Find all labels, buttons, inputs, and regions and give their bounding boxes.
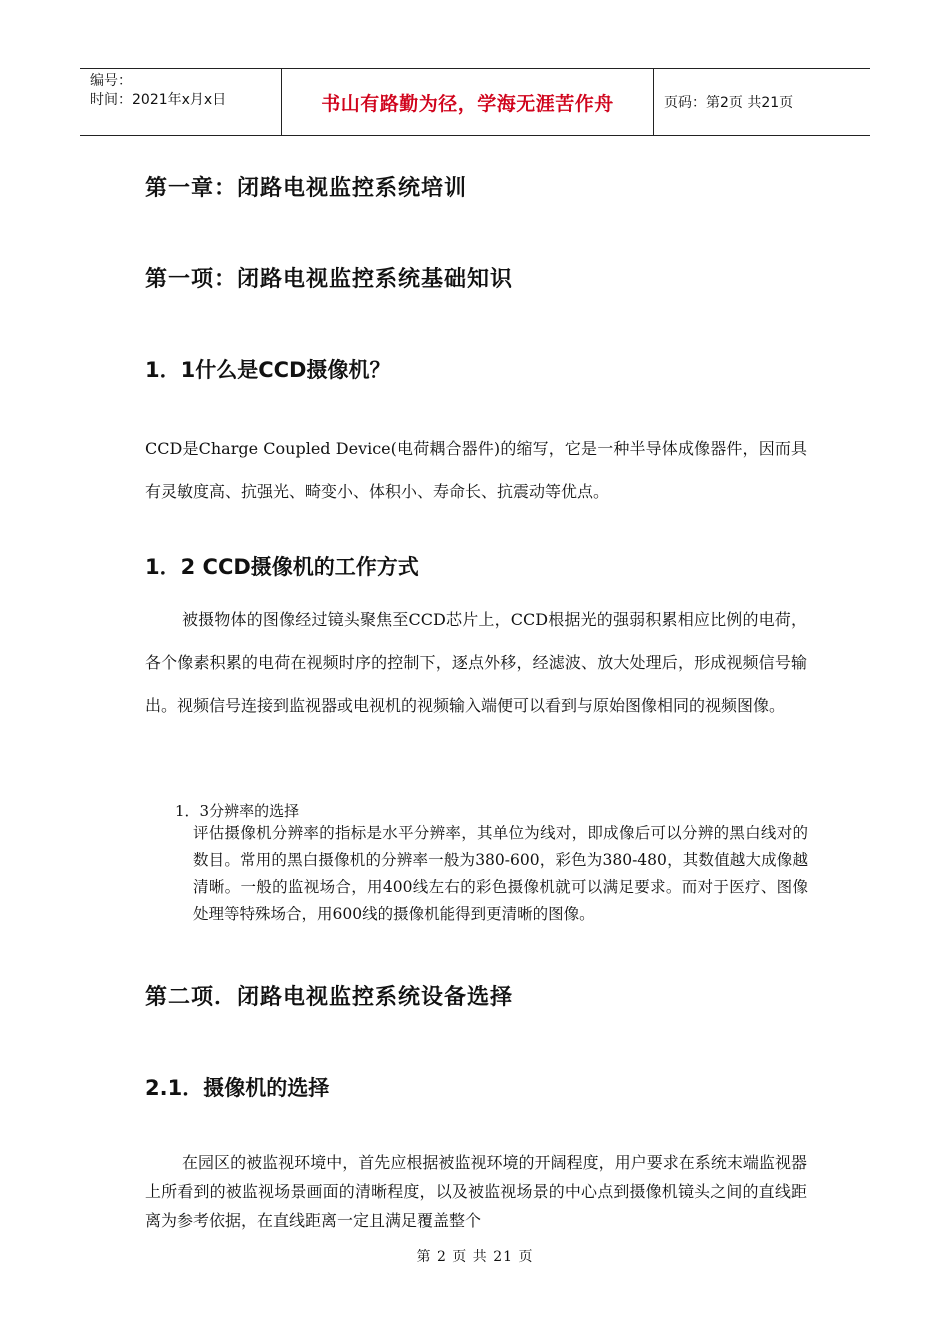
section2-title: 第二项．闭路电视监控系统设备选择 [145, 985, 514, 1010]
section1-title: 第一项：闭路电视监控系统基础知识 [145, 267, 514, 292]
section1-sub2-text: 被摄物体的图像经过镜头聚焦至CCD芯片上，CCD根据光的强弱积累相应比例的电荷，各个像素积累的电荷在视频时序的控制下，逐点外移，经滤波、放大处理后，形成视频信号输出。视频信号连接到监视器或电视机的视频输入端便可以看到与原始图像相同的视频图像。 [145, 610, 807, 715]
header-page-info: 页码：第2页 共21页 [664, 95, 794, 111]
section1-sub3-title: 1．3分辨率的选择 [175, 802, 300, 820]
header-date-label: 时间：2021年x月x日 [90, 92, 227, 108]
section1-sub3-text: 评估摄像机分辨率的指标是水平分辨率，其单位为线对，即成像后可以分辨的黑白线对的数目。常用的黑白摄像机的分辨率一般为380-600，彩色为380-480，其数值越大成像越 清晰。一般的监视场合，用400线左右的彩色摄像机就可以满足要求。而对于医疗、图像处理等特殊场合，用600线的摄像机能得到更清晰的图像。 [193, 824, 808, 923]
page-header [80, 68, 870, 136]
section1-sub1-text: CCD是Charge Coupled Device(电荷耦合器件)的缩写，它是一种半导体成像器件，因而具有灵敏度高、抗强光、畸变小、体积小、寿命长、抗震动等优点。 [145, 439, 807, 501]
header-motto: 书山有路勤为径，学海无涯苦作舟 [282, 69, 654, 135]
section1-sub2-title: 1．2 CCD摄像机的工作方式 [145, 555, 419, 579]
header-number-label: 编号： [90, 73, 132, 89]
header-meta [80, 69, 282, 135]
section2-sub1-text: 在园区的被监视环境中，首先应根据被监视环境的开阔程度，用户要求在系统末端监视器上所看到的被监视场景画面的清晰程度，以及被监视场景的中心点到摄像机镜头之间的直线距离为参考依据，在直线距离一定且满足覆盖整个 [145, 1153, 807, 1230]
page-footer: 第 2 页 共 21 页 [416, 1249, 534, 1265]
section2-sub1-title: 2.1．摄像机的选择 [145, 1076, 330, 1100]
section1-sub1-title: 1．1什么是CCD摄像机？ [145, 358, 391, 382]
chapter-title: 第一章：闭路电视监控系统培训 [145, 176, 468, 201]
